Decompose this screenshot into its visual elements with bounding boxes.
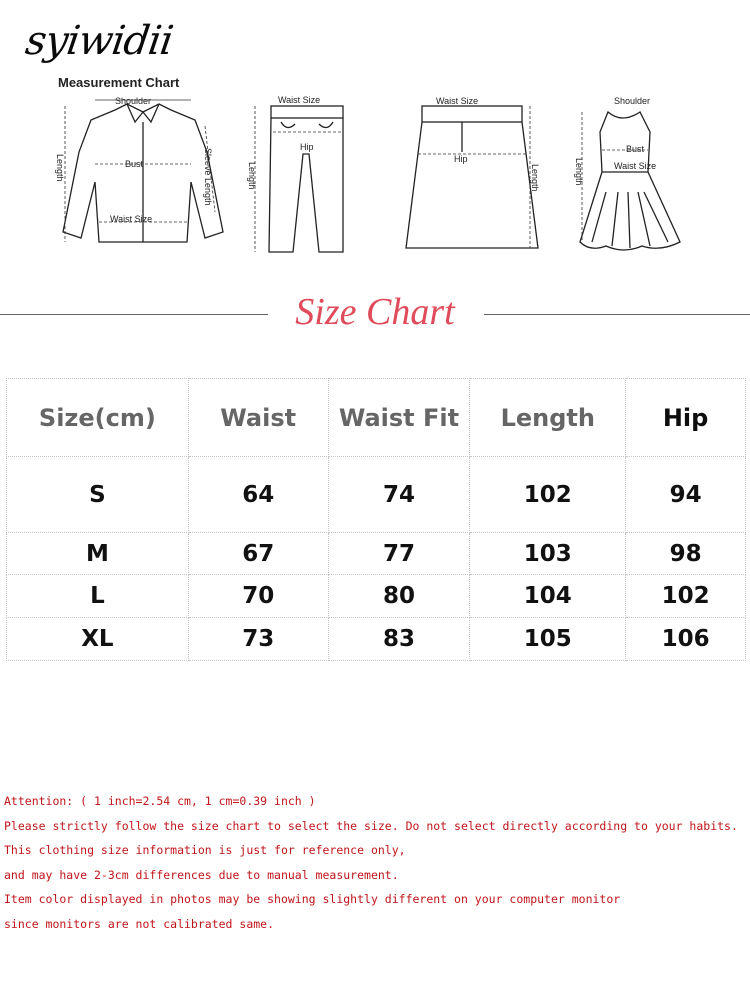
cell-hip: 94 [626, 457, 746, 533]
table-row [7, 575, 746, 618]
dress-waist-label: Waist Size [614, 161, 657, 171]
shirt-sleeve-label: Sleeve Length [203, 148, 213, 206]
header-size: Size(cm) [7, 379, 189, 457]
skirt-diagram [400, 92, 550, 262]
table-row [7, 533, 746, 575]
cell-length: 102 [470, 457, 626, 533]
cell-size: XL [7, 618, 189, 661]
shirt-length-label: Length [55, 154, 65, 182]
size-chart-title: Size Chart [295, 291, 455, 333]
size-chart-heading [0, 290, 750, 332]
cell-waist: 73 [188, 618, 328, 661]
skirt-hip-label: Hip [454, 154, 468, 164]
shirt-bust-label: Bust [125, 159, 144, 169]
brand-subtitle: Measurement Chart [58, 75, 180, 90]
note-line: and may have 2-3cm differences due to manual measurement. [4, 867, 399, 882]
cell-waist-fit: 74 [328, 457, 470, 533]
dress-diagram [570, 92, 700, 262]
size-table [6, 378, 746, 661]
cell-waist: 67 [188, 533, 328, 575]
header-length: Length [470, 379, 626, 457]
dress-length-label: Length [574, 158, 584, 186]
dress-shoulder-label: Shoulder [614, 96, 651, 106]
pants-length-label: Length [247, 162, 257, 190]
pants-waist-label: Waist Size [278, 95, 321, 105]
table-row [7, 457, 746, 533]
skirt-length-label: Length [530, 164, 540, 192]
header-waist-fit: Waist Fit [328, 379, 470, 457]
notes-block [4, 792, 750, 940]
cell-waist-fit: 83 [328, 618, 470, 661]
note-line: Item color displayed in photos may be showing slightly different on your computer monitor [4, 892, 621, 907]
cell-length: 104 [470, 575, 626, 618]
cell-waist: 70 [188, 575, 328, 618]
header-hip: Hip [626, 379, 746, 457]
note-line: Please strictly follow the size chart to select the size. Do not select directly according to your habits. [4, 818, 738, 833]
cell-waist: 64 [188, 457, 328, 533]
header-waist: Waist [188, 379, 328, 457]
table-header-row [7, 379, 746, 457]
cell-size: L [7, 575, 189, 618]
shirt-diagram [55, 92, 230, 262]
note-attention: Attention: ( 1 inch=2.54 cm, 1 cm=0.39 inch ) [4, 794, 316, 808]
pants-diagram [243, 92, 358, 262]
shirt-shoulder-label: Shoulder [115, 96, 152, 106]
shirt-waist-label: Waist Size [110, 214, 153, 224]
cell-size: M [7, 533, 189, 575]
cell-hip: 102 [626, 575, 746, 618]
pants-hip-label: Hip [300, 142, 314, 152]
brand-logo: syiwidii [22, 18, 176, 64]
cell-size: S [7, 457, 189, 533]
cell-length: 103 [470, 533, 626, 575]
cell-length: 105 [470, 618, 626, 661]
cell-hip: 98 [626, 533, 746, 575]
note-line: since monitors are not calibrated same. [4, 916, 275, 931]
skirt-waist-label: Waist Size [436, 96, 479, 106]
table-row [7, 618, 746, 661]
dress-bust-label: Bust [626, 144, 645, 154]
cell-hip: 106 [626, 618, 746, 661]
cell-waist-fit: 77 [328, 533, 470, 575]
cell-waist-fit: 80 [328, 575, 470, 618]
note-line: This clothing size information is just for reference only, [4, 843, 406, 858]
